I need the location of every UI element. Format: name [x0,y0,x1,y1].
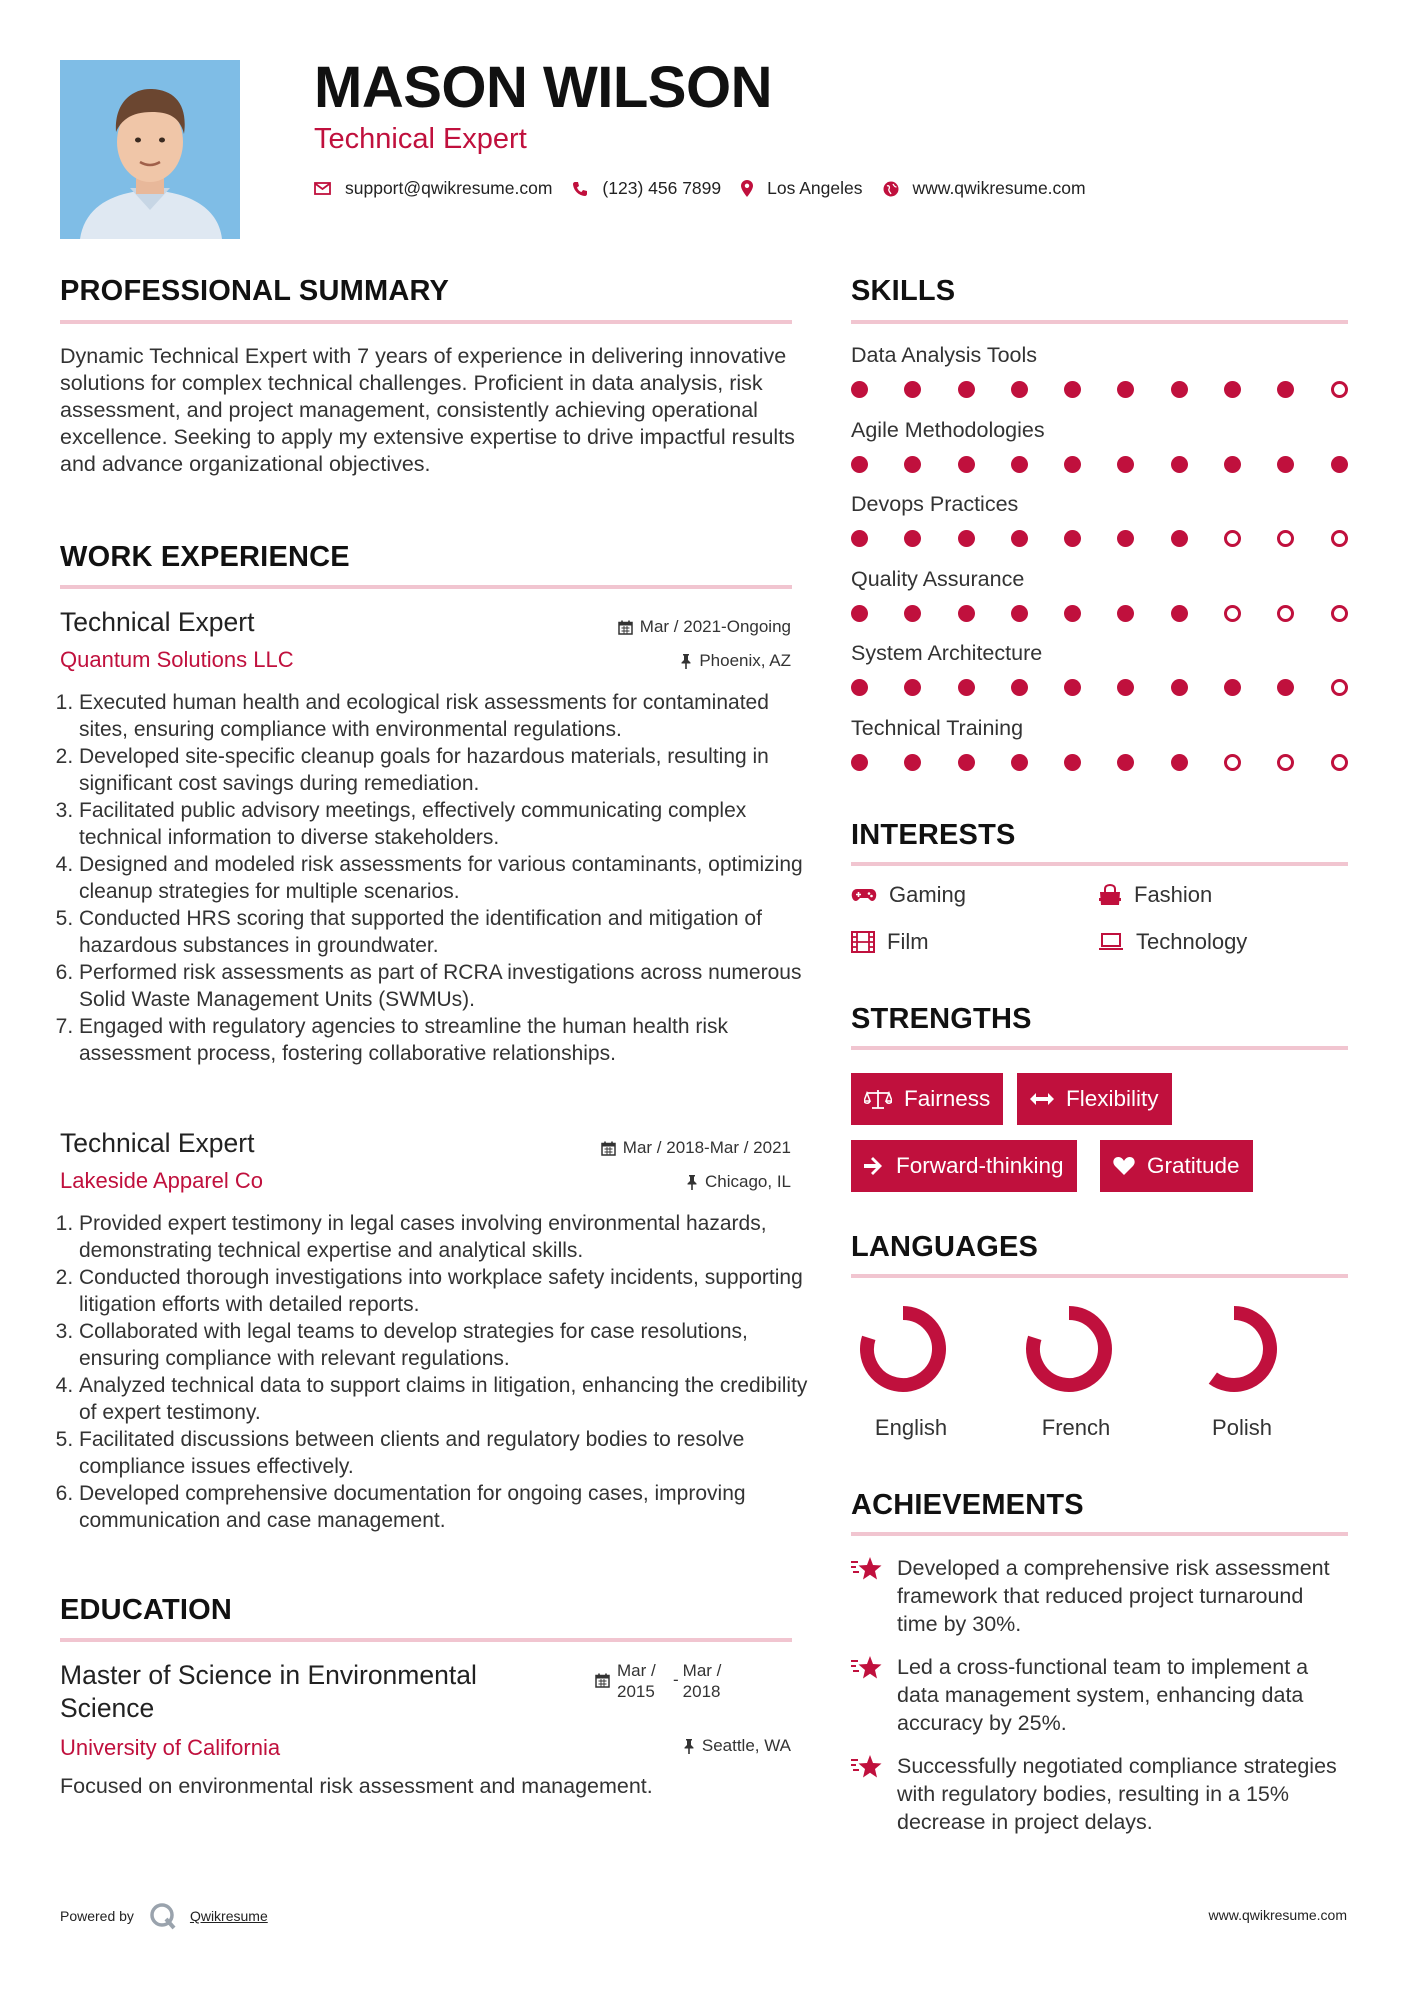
skill-dot-filled [958,381,975,398]
skill-dot-filled [1064,679,1081,696]
language-progress-arc [1033,1313,1105,1385]
interest-film [851,929,929,955]
job-bullet: 1. Provided expert testimony in legal cases involving environmental hazards, demonstrating technical expertise and analytical skills. [79,1210,819,1264]
interest-label: Technology [1136,929,1248,954]
achievement-text: Successfully negotiated compliance strategies with regulatory bodies, resulting in a 15% decrease in project delays. [897,1754,1337,1834]
skill-dot-filled [904,456,921,473]
skill-dot-filled [1064,605,1081,622]
summary-heading: PROFESSIONAL SUMMARY [60,275,450,307]
job-dates [601,1138,791,1158]
skill-dot-filled [1011,381,1028,398]
skill-dot-filled [1277,679,1294,696]
skill-dot-filled [1171,754,1188,771]
education-date-separator: - [673,1670,679,1689]
education-location [683,1736,791,1756]
skill-dot-filled [1117,605,1134,622]
skill-dot-filled [1011,530,1028,547]
pushpin-icon [680,654,692,669]
interest-technology [1098,929,1247,955]
avatar-illustration [60,60,240,239]
job-bullet: 2. Developed site-specific cleanup goals for hazardous materials, resulting in significant cost savings during remediation. [79,743,819,797]
job-bullet: 4. Designed and modeled risk assessments for various contaminants, optimizing cleanup strategies for multiple scenarios. [79,851,819,905]
job-bullet: 6. Performed risk assessments as part of RCRA investigations across numerous Solid Waste Management Units (SWMUs). [79,959,819,1013]
job-bullet: 4. Analyzed technical data to support claims in litigation, enhancing the credibility of expert testimony. [79,1372,819,1426]
job-location-text: Phoenix, AZ [699,651,791,670]
calendar-icon [618,620,633,635]
job-location [680,651,791,671]
qwikresume-link[interactable]: Qwikresume [189,1908,268,1924]
languages-heading: LANGUAGES [851,1231,1039,1263]
strength-gratitude [1100,1140,1253,1192]
skill-dot-filled [1277,381,1294,398]
skill-rating [851,381,1384,398]
skill-dot-empty [1224,530,1241,547]
job-bullet: 6. Developed comprehensive documentation for ongoing cases, improving communication and case management. [79,1480,819,1534]
skill-rating [851,679,1384,696]
skill-dot-filled [1064,381,1081,398]
job-bullet: 5. Facilitated discussions between clients and regulatory bodies to resolve compliance issues effectively. [79,1426,819,1480]
interest-label: Film [887,929,929,954]
job-dates [618,617,791,637]
job-bullet: 5. Conducted HRS scoring that supported the identification and mitigation of hazardous substances in groundwater. [79,905,819,959]
skill-dot-filled [851,754,868,771]
heart-icon [1113,1156,1135,1176]
film-icon [851,931,875,953]
skill-dot-empty [1277,530,1294,547]
language-ring-english [853,1299,953,1399]
skill-rating [851,530,1384,547]
skill-dot-filled [1117,381,1134,398]
skill-dot-filled [1171,381,1188,398]
strength-label: Forward-thinking [896,1153,1064,1178]
contact-location-text: Los Angeles [767,178,863,198]
skill-rating [851,605,1384,622]
job-bullets [60,1210,819,1534]
achievement-item [851,1653,1347,1737]
candidate-name: MASON WILSON [314,55,772,120]
skill-dot-filled [1117,754,1134,771]
education-school: University of California [60,1735,281,1760]
skill-dot-filled [958,456,975,473]
candidate-title: Technical Expert [314,123,527,155]
strengths-divider [851,1046,1348,1050]
skill-dot-filled [1277,456,1294,473]
contact-location [741,178,862,199]
gamepad-icon [851,887,877,903]
skill-dot-filled [904,754,921,771]
experience-divider [60,585,792,589]
language-ring-polish [1184,1299,1284,1399]
skill-dot-empty [1277,754,1294,771]
skill-dot-filled [904,605,921,622]
calendar-icon [595,1673,610,1688]
interest-gaming [851,882,966,908]
experience-heading: WORK EXPERIENCE [60,541,350,573]
map-pin-icon [741,180,753,197]
job-bullet: 2. Conducted thorough investigations into workplace safety incidents, supporting litigation efforts with detailed reports. [79,1264,819,1318]
skill-dot-filled [1171,456,1188,473]
skill-rating [851,754,1384,771]
job-location [686,1172,791,1192]
job-bullet: 3. Collaborated with legal teams to develop strategies for case resolutions, ensuring compliance with relevant regulations. [79,1318,819,1372]
skills-heading: SKILLS [851,275,956,307]
education-degree: Master of Science in Environmental Science [60,1660,477,1723]
calendar-icon [601,1141,616,1156]
skill-dot-filled [1064,456,1081,473]
skill-name: Data Analysis Tools [851,343,1038,367]
skill-dot-filled [1064,754,1081,771]
language-name: French [1041,1415,1111,1440]
job-dates-text: Mar / 2018-Mar / 2021 [622,1138,791,1157]
education-start: Mar / 2015 [617,1661,656,1701]
skill-dot-filled [1224,456,1241,473]
skill-dot-filled [851,456,868,473]
education-end: Mar / 2018 [682,1661,722,1701]
skill-name: Agile Methodologies [851,417,1045,442]
skill-name: Technical Training [851,715,1024,740]
footer-powered-by [60,1901,268,1931]
skill-dot-filled [1011,754,1028,771]
skill-dot-filled [1171,679,1188,696]
job-bullets [60,689,819,1067]
skill-dot-filled [1171,530,1188,547]
footer-website[interactable]: www.qwikresume.com [1208,1907,1347,1923]
language-name: English [874,1415,948,1440]
skill-dot-filled [1011,605,1028,622]
skill-dot-filled [958,679,975,696]
skill-dot-filled [851,381,868,398]
skill-dot-filled [1011,456,1028,473]
summary-text: Dynamic Technical Expert with 7 years of experience in delivering innovative solutions for complex technical challenges. Proficient in data analysis, risk assessment, and project management, consistently achieving operational excellence. Seeking to apply my extensive expertise to drive impactful results and advance organizational objectives. [60,344,795,476]
star-icon [851,1752,883,1780]
skill-dot-empty [1331,679,1348,696]
job-bullet: 1. Executed human health and ecological risk assessments for contaminated sites, ensuring compliance with environmental regulations. [79,689,819,743]
language-ring-french [1019,1299,1119,1399]
skill-name: Quality Assurance [851,566,1025,591]
profile-photo [60,60,240,239]
interest-label: Gaming [889,882,967,907]
job-company: Quantum Solutions LLC [60,647,294,672]
strength-label: Flexibility [1066,1086,1159,1111]
achievement-item [851,1752,1347,1836]
pushpin-icon [686,1175,698,1190]
skill-dot-filled [1117,456,1134,473]
job-bullet: 3. Facilitated public advisory meetings, effectively communicating complex technical information to diverse stakeholders. [79,797,819,851]
education-description: Focused on environmental risk assessment and management. [60,1774,653,1798]
language-name: Polish [1212,1415,1272,1440]
education-heading: EDUCATION [60,1594,233,1626]
education-divider [60,1638,792,1642]
achievement-item [851,1554,1347,1638]
skill-dot-filled [1117,679,1134,696]
contact-website-text: www.qwikresume.com [912,178,1086,198]
interest-label: Fashion [1134,882,1213,907]
qwikresume-logo-icon [148,1901,178,1931]
job-dates-text: Mar / 2021-Ongoing [639,617,791,636]
contact-bar [314,178,1106,199]
skill-dot-filled [1011,679,1028,696]
education-location-text: Seattle, WA [701,1736,791,1755]
globe-icon [883,181,899,197]
job-title: Technical Expert [60,1128,255,1158]
summary-divider [60,320,792,324]
contact-email-text: support@qwikresume.com [345,178,553,198]
language-progress-arc [867,1313,939,1385]
star-icon [851,1554,883,1582]
languages-divider [851,1274,1348,1278]
strength-fairness [851,1073,1003,1125]
pushpin-icon [683,1739,695,1754]
strength-forward-thinking [851,1140,1077,1192]
achievements-heading: ACHIEVEMENTS [851,1489,1084,1521]
skill-dot-filled [958,754,975,771]
contact-phone[interactable] [572,178,721,199]
contact-phone-text: (123) 456 7899 [602,178,722,198]
skill-dot-filled [1171,605,1188,622]
skill-dot-empty [1331,605,1348,622]
skill-dot-empty [1331,530,1348,547]
arrow-right-icon [864,1157,884,1175]
star-icon [851,1653,883,1681]
job-location-text: Chicago, IL [705,1172,791,1191]
strengths-heading: STRENGTHS [851,1003,1032,1035]
skill-name: Devops Practices [851,492,1019,516]
skill-dot-empty [1224,605,1241,622]
job-bullet: 7. Engaged with regulatory agencies to streamline the human health risk assessment process, fostering collaborative relationships. [79,1013,819,1067]
skill-dot-filled [851,605,868,622]
skills-divider [851,320,1348,324]
skill-dot-filled [1064,530,1081,547]
skill-dot-filled [851,530,868,547]
interests-heading: INTERESTS [851,819,1016,851]
achievement-text: Led a cross-functional team to implement a data management system, enhancing data accuracy by 25%. [897,1655,1309,1735]
skill-dot-filled [851,679,868,696]
strength-flexibility [1017,1073,1172,1125]
language-progress-arc [1213,1313,1270,1385]
strength-label: Gratitude [1147,1153,1240,1178]
interest-fashion [1098,882,1212,908]
skill-rating [851,456,1384,473]
skill-dot-filled [1331,456,1348,473]
education-dates [595,1660,733,1702]
skill-dot-filled [904,381,921,398]
envelope-icon [314,182,331,195]
skill-dot-filled [958,605,975,622]
balance-scale-icon [864,1088,892,1110]
arrows-horizontal-icon [1030,1093,1054,1105]
skill-dot-filled [904,530,921,547]
job-company: Lakeside Apparel Co [60,1168,264,1193]
skill-dot-empty [1277,605,1294,622]
skill-dot-empty [1331,754,1348,771]
contact-website[interactable] [883,178,1086,199]
strength-label: Fairness [904,1086,991,1111]
skill-dot-filled [958,530,975,547]
skill-dot-filled [904,679,921,696]
achievement-text: Developed a comprehensive risk assessment framework that reduced project turnaround time by 30%. [897,1556,1330,1636]
skill-dot-filled [1117,530,1134,547]
skill-dot-filled [1224,381,1241,398]
job-title: Technical Expert [60,607,255,637]
skill-name: System Architecture [851,641,1043,665]
powered-by-label: Powered by [60,1908,134,1924]
skill-dot-filled [1224,679,1241,696]
contact-email[interactable] [314,178,552,199]
phone-icon [572,181,588,197]
laptop-icon [1098,933,1124,951]
shopping-bag-icon [1098,884,1122,906]
achievements-divider [851,1532,1348,1536]
skill-dot-empty [1331,381,1348,398]
skill-dot-empty [1224,754,1241,771]
interests-divider [851,862,1348,866]
